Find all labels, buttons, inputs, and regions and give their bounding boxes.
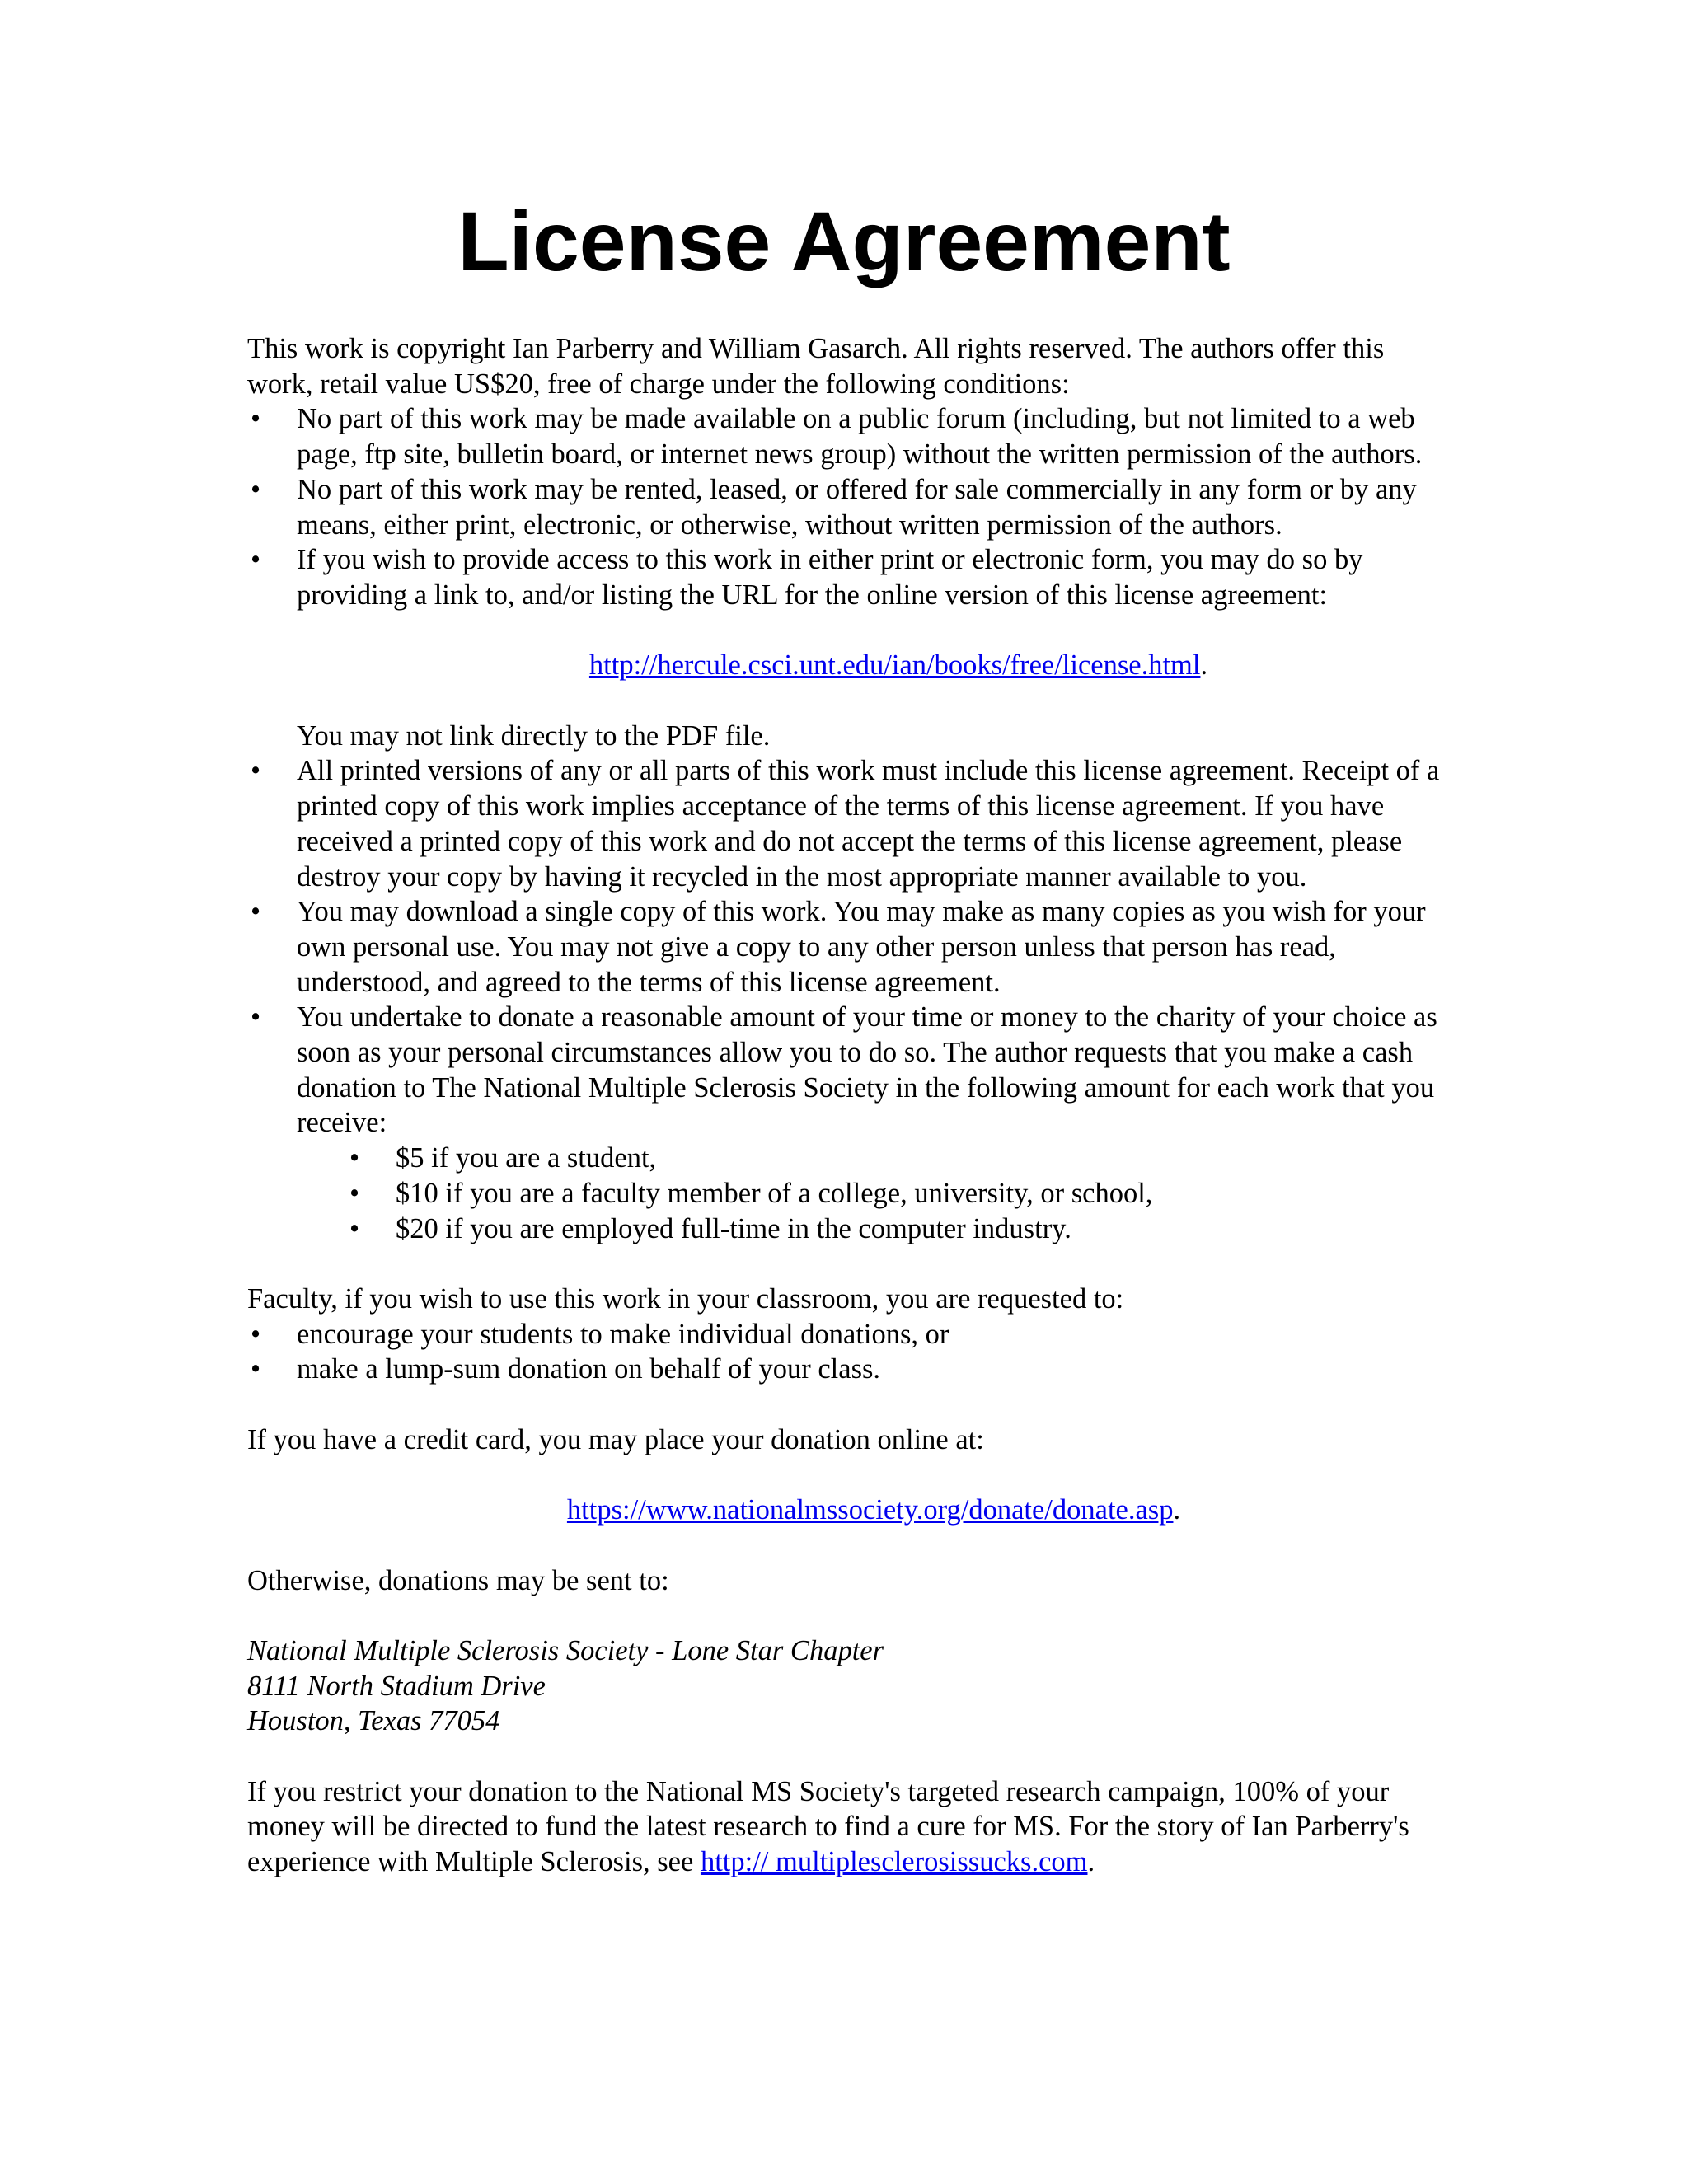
address-line: Houston, Texas 77054 (247, 1705, 500, 1737)
bullet-icon: • (349, 1212, 360, 1244)
mailing-address (247, 1633, 1451, 1739)
list-item (346, 1176, 1451, 1212)
condition-text: If you wish to provide access to this work in either print or electronic form, you may do so by providing a link to, and/or listing the URL for the online version of this license agreement: (297, 544, 1363, 611)
amount-text: $20 if you are employed full-time in the computer industry. (396, 1212, 1071, 1244)
list-item (247, 894, 1451, 1000)
condition-text: All printed versions of any or all parts of this work must include this license agreement. Receipt of a printed copy of this work implies acceptance of the terms of this license agreement. If you have received a printed copy of this work and do not accept the terms of this license agreement, please destroy your copy by having it recycled in the most appropriate manner available to you. (297, 755, 1440, 893)
bullet-icon: • (349, 1177, 360, 1209)
condition-text: You may download a single copy of this work. You may make as many copies as you wish for your own personal use. You may not give a copy to any other person unless that person has read, understood, and agreed to the terms of this license agreement. (297, 896, 1426, 998)
bullet-icon: • (250, 1318, 261, 1350)
period: . (1173, 1494, 1181, 1526)
list-item (346, 1212, 1451, 1247)
bullet-icon: • (250, 403, 261, 435)
amount-text: $5 if you are a student, (396, 1142, 657, 1174)
license-link-line (297, 648, 1451, 683)
list-item (247, 401, 1451, 471)
faculty-intro: Faculty, if you wish to use this work in your classroom, you are requested to: (247, 1282, 1124, 1315)
donate-url-link[interactable]: https://www.nationalmssociety.org/donate/donate.asp (566, 1494, 1174, 1526)
bullet-icon: • (250, 1001, 261, 1033)
bullet-icon: • (250, 896, 261, 928)
document-body (247, 331, 1451, 1880)
period: . (1200, 649, 1208, 682)
bullet-icon: • (250, 544, 261, 576)
bullet-icon: • (349, 1142, 360, 1174)
list-item (247, 1317, 1451, 1352)
spacer (247, 1246, 1451, 1282)
closing-text: If you restrict your donation to the National MS Society's targeted research campaign, 100% of your money will be directed to fund the latest research to find a cure for MS. For the story of Ian Parberry's experience with Multiple Sclerosis, see (247, 1775, 1409, 1878)
condition-text: You undertake to donate a reasonable amount of your time or money to the charity of your choice as soon as your personal circumstances allow you to do so. The author requests that you make a cash donation to The National Multiple Sclerosis Society in the following amount for each work that you receive: (297, 1001, 1437, 1139)
period: . (1087, 1846, 1095, 1878)
address-line: National Multiple Sclerosis Society - Lone Star Chapter (247, 1634, 884, 1666)
donate-link-line (247, 1493, 1451, 1528)
spacer (297, 613, 1451, 649)
list-item (346, 1141, 1451, 1176)
spacer (247, 1528, 1451, 1563)
bullet-icon: • (250, 473, 261, 505)
spacer (297, 683, 1451, 719)
conditions-list (247, 401, 1451, 1246)
credit-card-text: If you have a credit card, you may place your donation online at: (247, 1423, 984, 1455)
pdf-note: You may not link directly to the PDF file. (297, 719, 771, 752)
condition-text: No part of this work may be made available on a public forum (including, but not limited to a web page, ftp site, bulletin board, or internet news group) without the written permission of the authors. (297, 403, 1423, 471)
spacer (247, 1387, 1451, 1422)
spacer (247, 1739, 1451, 1774)
list-item (247, 1352, 1451, 1387)
bullet-icon: • (250, 1353, 261, 1385)
page-title: License Agreement (457, 194, 1231, 288)
ms-story-link[interactable]: http:// multiplesclerosissucks.com (700, 1846, 1088, 1878)
faculty-list (247, 1317, 1451, 1387)
condition-text: No part of this work may be rented, leased, or offered for sale commercially in any form or by any means, either print, electronic, or otherwise, without written permission of the authors. (297, 473, 1417, 541)
list-item (247, 753, 1451, 894)
amount-text: $10 if you are a faculty member of a college, university, or school, (396, 1177, 1153, 1209)
spacer (247, 1598, 1451, 1633)
donation-amounts-list (346, 1141, 1451, 1246)
faculty-item-text: encourage your students to make individual donations, or (297, 1318, 950, 1350)
license-url-link[interactable]: http://hercule.csci.unt.edu/ian/books/free/license.html (588, 649, 1201, 682)
list-item (247, 1000, 1451, 1246)
list-item (247, 542, 1451, 753)
address-line: 8111 North Stadium Drive (247, 1670, 546, 1702)
faculty-item-text: make a lump-sum donation on behalf of your class. (297, 1353, 881, 1385)
closing-paragraph (247, 1774, 1451, 1880)
bullet-icon: • (250, 755, 261, 787)
mail-text: Otherwise, donations may be sent to: (247, 1564, 669, 1596)
spacer (247, 1457, 1451, 1493)
intro-paragraph: This work is copyright Ian Parberry and William Gasarch. All rights reserved. The authors offer this work, retail value US$20, free of charge under the following conditions: (247, 333, 1385, 400)
list-item (247, 472, 1451, 542)
